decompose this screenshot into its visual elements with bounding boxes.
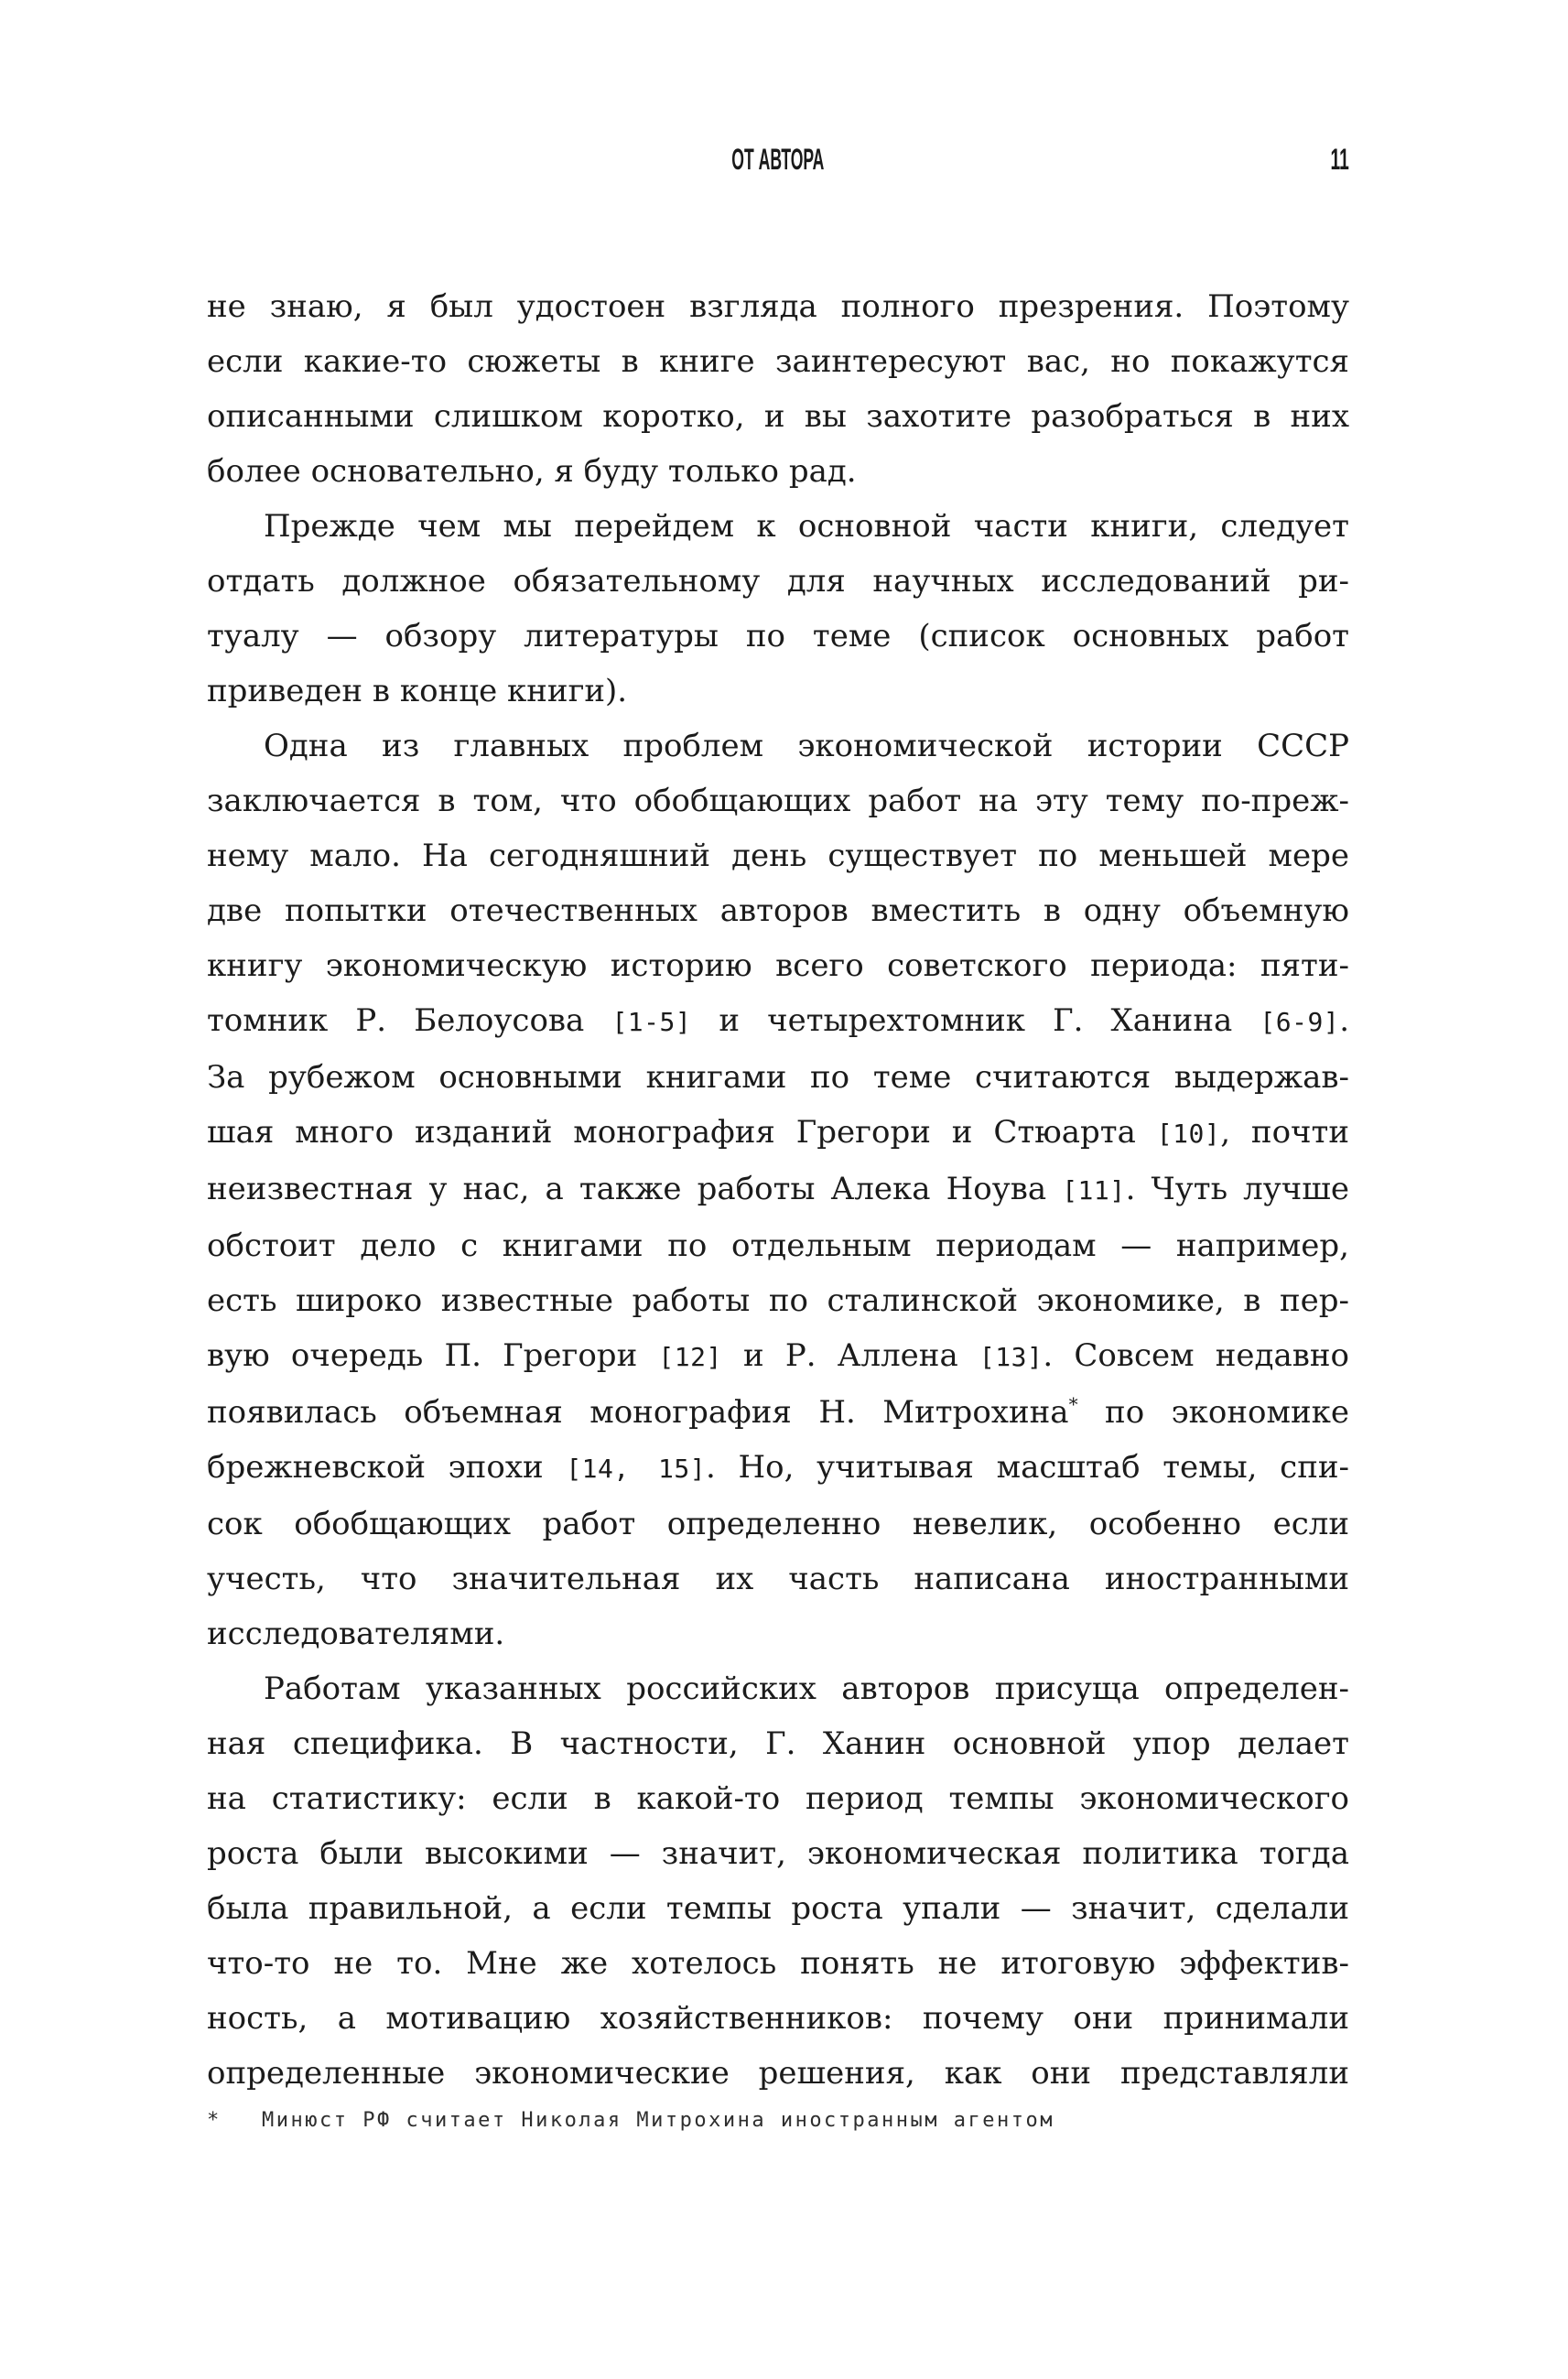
text-segment: и Р. Аллена: [721, 1337, 979, 1374]
text-segment: по экономике: [1077, 1394, 1349, 1431]
text-segment: томник Р. Белоусова: [207, 1002, 612, 1039]
body-line: [207, 1606, 1349, 1661]
body-line: [207, 1105, 1349, 1162]
text-segment: Работам указанных российских авторов присуща определен-: [264, 1671, 1349, 1707]
footnote-text: Минюст РФ считает Николая Митрохина иностранным агентом: [262, 2109, 1054, 2132]
text-segment: исследователями.: [207, 1616, 505, 1652]
text-segment: Прежде чем мы перейдем к основной части книги, следует: [264, 508, 1349, 545]
text-segment: обстоит дело с книгами по отдельным периодам — например,: [207, 1227, 1349, 1264]
running-head-title-wrap: [207, 145, 1349, 174]
text-segment: , почти: [1220, 1114, 1349, 1151]
body-line: [207, 1716, 1349, 1771]
body-line: [207, 389, 1349, 444]
reference-bracket: [13]: [979, 1342, 1044, 1372]
body-line: [207, 883, 1349, 938]
body-line: [207, 499, 1349, 554]
body-line: [207, 773, 1349, 828]
body-line: [207, 828, 1349, 883]
body-line: [207, 2046, 1349, 2101]
text-segment: неизвестная у нас, а также работы Алека Ноува: [207, 1171, 1063, 1207]
text-segment: есть широко известные работы по сталинской экономике, в пер-: [207, 1282, 1349, 1319]
body-line: [207, 1328, 1349, 1385]
text-segment: Одна из главных проблем экономической истории СССР: [264, 728, 1349, 764]
body-line: [207, 1385, 1349, 1440]
text-segment: роста были высокими — значит, экономическая политика тогда: [207, 1835, 1349, 1872]
reference-bracket: [1-5]: [611, 1007, 692, 1037]
reference-bracket: [11]: [1062, 1175, 1126, 1206]
reference-bracket: [14, 15]: [566, 1454, 707, 1484]
body-line: [207, 1936, 1349, 1991]
reference-bracket: [12]: [658, 1342, 722, 1372]
reference-bracket: [10]: [1156, 1119, 1221, 1149]
text-segment: . Совсем недавно: [1043, 1337, 1349, 1374]
text-segment: . Но, учитывая масштаб темы, спи-: [706, 1449, 1349, 1486]
body-line: [207, 1497, 1349, 1552]
text-segment: . Чуть лучше: [1125, 1171, 1349, 1207]
body-line: [207, 1218, 1349, 1273]
text-segment: отдать должное обязательному для научных исследований ри-: [207, 563, 1349, 600]
body-line: [207, 1273, 1349, 1328]
body-line: [207, 554, 1349, 609]
text-segment: ность, а мотивацию хозяйственников: почему они принимали: [207, 2000, 1349, 2037]
text-segment: приведен в конце книги).: [207, 673, 628, 709]
body-line: [207, 1162, 1349, 1218]
text-segment: брежневской эпохи: [207, 1449, 567, 1486]
body-line: [207, 1661, 1349, 1716]
text-segment: что-то не то. Мне же хотелось понять не итоговую эффектив-: [207, 1945, 1349, 1982]
body-line: [207, 1991, 1349, 2046]
text-segment: За рубежом основными книгами по теме считаются выдержав-: [207, 1059, 1349, 1096]
body-line: [207, 993, 1349, 1050]
text-segment: ная специфика. В частности, Г. Ханин основной упор делает: [207, 1725, 1349, 1762]
text-segment: определенные экономические решения, как они представляли: [207, 2055, 1349, 2092]
text-segment: туалу — обзору литературы по теме (список основных работ: [207, 618, 1349, 654]
body-line: [207, 279, 1349, 334]
chapter-title: ОТ АВТОРА: [731, 143, 825, 176]
text-segment: вую очередь П. Грегори: [207, 1337, 659, 1374]
text-segment: появилась объемная монография Н. Митрохина: [207, 1394, 1069, 1431]
body-line: [207, 1771, 1349, 1826]
body-line: [207, 444, 1349, 499]
reference-bracket: [6-9]: [1260, 1007, 1340, 1037]
body-line: [207, 664, 1349, 719]
text-segment: две попытки отечественных авторов вместить в одну объемную: [207, 892, 1349, 929]
body-line: [207, 938, 1349, 993]
text-segment: если какие-то сюжеты в книге заинтересуют вас, но покажутся: [207, 343, 1349, 380]
footnote-marker: *: [207, 2109, 222, 2132]
body-line: [207, 1881, 1349, 1936]
body-line: [207, 1552, 1349, 1606]
page-number-wrap: [1318, 145, 1349, 174]
text-segment: шая много изданий монография Грегори и Стюарта: [207, 1114, 1157, 1151]
footnote-asterisk: *: [1068, 1393, 1078, 1415]
text-segment: на статистику: если в какой-то период темпы экономического: [207, 1780, 1349, 1817]
text-segment: книгу экономическую историю всего советского периода: пяти-: [207, 947, 1349, 984]
text-segment: учесть, что значительная их часть написана иностранными: [207, 1561, 1349, 1597]
body-line: [207, 334, 1349, 389]
text-segment: .: [1339, 1002, 1349, 1039]
footnote: [207, 2107, 1349, 2135]
text-segment: и четырехтомник Г. Ханина: [691, 1002, 1260, 1039]
text-segment: заключается в том, что обобщающих работ на эту тему по-преж-: [207, 783, 1349, 819]
body-line: [207, 1440, 1349, 1497]
text-segment: более основательно, я буду только рад.: [207, 453, 857, 490]
body-line: [207, 719, 1349, 773]
text-segment: не знаю, я был удостоен взгляда полного презрения. Поэтому: [207, 288, 1349, 325]
running-head: [207, 145, 1349, 178]
text-segment: описанными слишком коротко, и вы захотите разобраться в них: [207, 398, 1349, 435]
text-segment: нему мало. На сегодняшний день существует по меньшей мере: [207, 838, 1349, 874]
page-number: 11: [1330, 143, 1349, 176]
body-text: [207, 279, 1349, 2101]
body-line: [207, 1050, 1349, 1105]
text-segment: сок обобщающих работ определенно невелик, особенно если: [207, 1506, 1349, 1542]
body-line: [207, 609, 1349, 664]
text-segment: была правильной, а если темпы роста упали — значит, сделали: [207, 1890, 1349, 1927]
body-line: [207, 1826, 1349, 1881]
